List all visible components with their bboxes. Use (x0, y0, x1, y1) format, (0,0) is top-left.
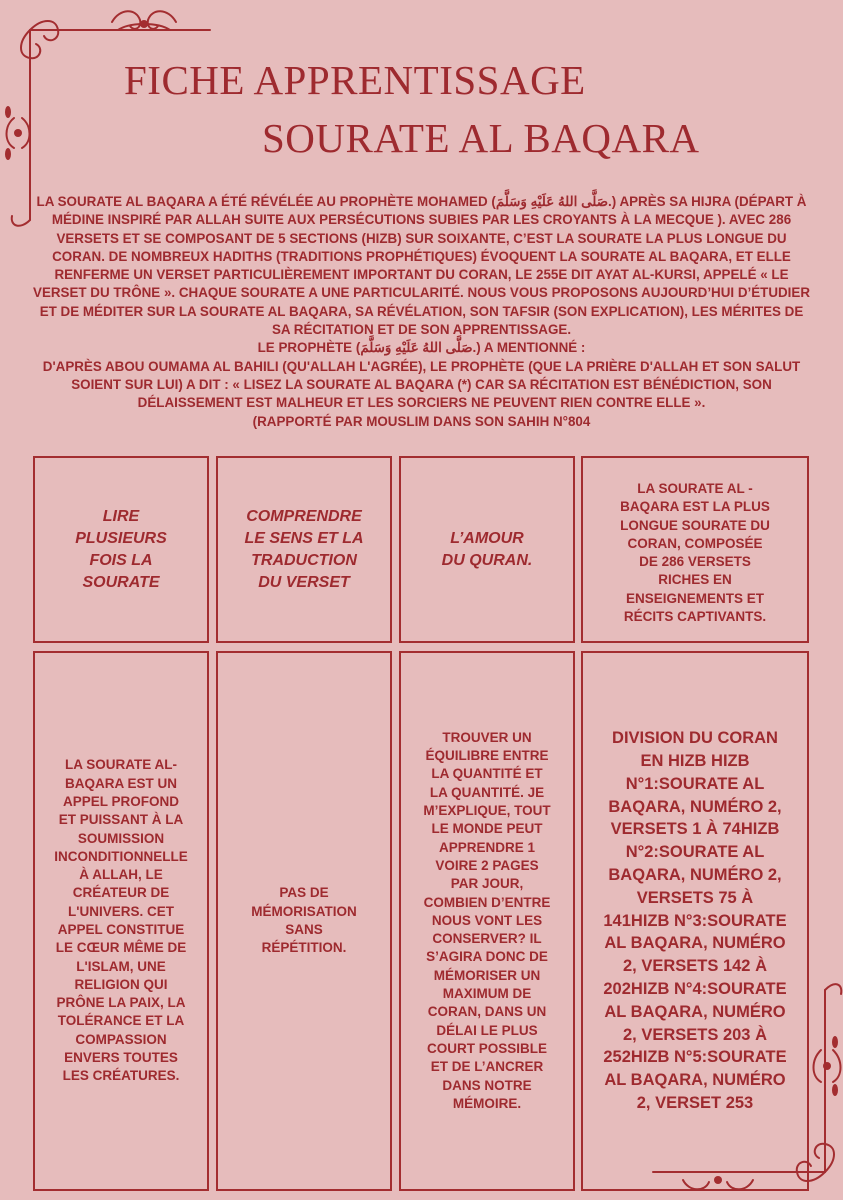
card-understand-meaning (216, 456, 392, 643)
card-love-quran-text: L’AMOUR DU QURAN. (441, 529, 533, 569)
prophet-mention-line: LE PROPHÈTE (صَلَّى اللهُ عَلَيْهِ وَسَلَّمَ.) A MENTIONNÉ : (257, 340, 586, 356)
card-submission-call-text: LA SOURATE AL-BAQARA EST UN APPEL PROFOND ET PUISSANT À LA SOUMISSION INCONDITIONNELLE À ALLAH, LE CRÉATEUR DE L'UNIVERS. CET APPEL CONSTITUE LE CŒUR MÊME DE L'ISLAM, UNE RELIGION QUI PRÔNE LA PAIX, LA TOLÉRANCE ET LA COMPASSION ENVERS TOUTES LES CRÉATURES. (54, 757, 188, 1084)
page-title-line-2: SOURATE AL BAQARA (262, 115, 700, 161)
intro-text-block (30, 193, 813, 431)
card-balance-quantity-text: TROUVER UN ÉQUILIBRE ENTRE LA QUANTITÉ ET LA QUANTITÉ. JE M’EXPLIQUE, TOUT LE MONDE PEUT APPRENDRE 1 VOIRE 2 PAGES PAR JOUR, COMBIEN D’ENTRE NOUS VONT LES CONSERVER? IL S’AGIRA DONC DE MÉMORISER UN MAXIMUM DE CORAN, DANS UN DÉLAI LE PLUS COURT POSSIBLE ET DE L’ANCRER DANS NOTRE MÉMOIRE. (423, 729, 551, 1111)
card-read-surah (33, 456, 209, 643)
intro-paragraph: LA SOURATE AL BAQARA A ÉTÉ RÉVÉLÉE AU PROPHÈTE MOHAMED (صَلَّى اللهُ عَلَيْهِ وَسَلَّمَ.) APRÈS SA HIJRA (DÉPART À MÉDINE INSPIRÉ PAR ALLAH SUITE AUX PERSÉCUTIONS SUBIES PAR LES CROYANTS À LA MECQUE ). AVEC 286 VERSETS ET SE COMPOSANT DE 5 SECTIONS (HIZB) SUR SOIXANTE, C’EST LA SOURATE LA PLUS LONGUE DU CORAN. DE NOMBREUX HADITHS (TRADITIONS PROPHÉTIQUES) ÉVOQUENT LA SOURATE AL BAQARA, ET ELLE RENFERME UN VERSET PARTICULIÈREMENT IMPORTANT DU CORAN, LE 255E DIT AYAT AL-KURSI, APPELÉ « LE VERSET DU TRÔNE ». CHAQUE SOURATE A UNE PARTICULARITÉ. NOUS VOUS PROPOSONS AUJOURD’HUI D’ÉTUDIER ET DE MÉDITER SUR LA SOURATE AL BAQARA, SA RÉVÉLATION, SON TAFSIR (SON EXPLICATION), LES MÉRITES DE SA RÉCITATION ET DE SON APPRENTISSAGE. (33, 194, 810, 338)
card-longest-surah-text: LA SOURATE AL - BAQARA EST LA PLUS LONGUE SOURATE DU CORAN, COMPOSÉE DE 286 VERSETS RICHES EN ENSEIGNEMENTS ET RÉCITS CAPTIVANTS. (620, 481, 770, 625)
card-repetition-text: PAS DE MÉMORISATION SANS RÉPÉTITION. (251, 885, 357, 956)
card-hizb-division-text: DIVISION DU CORAN EN HIZB HIZB N°1:SOURATE AL BAQARA, NUMÉRO 2, VERSETS 1 À 74HIZB N°2:SOURATE AL BAQARA, NUMÉRO 2, VERSETS 75 À 141HIZB N°3:SOURATE AL BAQARA, NUMÉRO 2, VERSETS 142 À 202HIZB N°4:SOURATE AL BAQARA, NUMÉRO 2, VERSETS 203 À 252HIZB N°5:SOURATE AL BAQARA, NUMÉRO 2, VERSET 253 (603, 729, 787, 1112)
card-balance-quantity (399, 651, 575, 1191)
card-read-surah-text: LIRE PLUSIEURS FOIS LA SOURATE (75, 507, 167, 591)
card-love-quran (399, 456, 575, 643)
card-repetition (216, 651, 392, 1191)
page-title-line-1: FICHE APPRENTISSAGE (124, 57, 586, 103)
hadith-quote: D'APRÈS ABOU OUMAMA AL BAHILI (QU'ALLAH L'AGRÉE), LE PROPHÈTE (QUE LA PRIÈRE D'ALLAH ET SON SALUT SOIENT SUR LUI) A DIT : « LISEZ LA SOURATE AL BAQARA (*) CAR SA RÉCITATION EST BÉNÉDICTION, SON DÉLAISSEMENT EST MALHEUR ET LES SORCIERS NE PEUVENT RIEN CONTRE ELLE ». (42, 358, 801, 411)
card-hizb-division (581, 651, 809, 1191)
card-understand-meaning-text: COMPRENDRE LE SENS ET LA TRADUCTION DU VERSET (244, 507, 364, 591)
card-longest-surah (581, 456, 809, 643)
hadith-source: (RAPPORTÉ PAR MOUSLIM DANS SON SAHIH N°804 (252, 413, 591, 429)
card-submission-call (33, 651, 209, 1191)
